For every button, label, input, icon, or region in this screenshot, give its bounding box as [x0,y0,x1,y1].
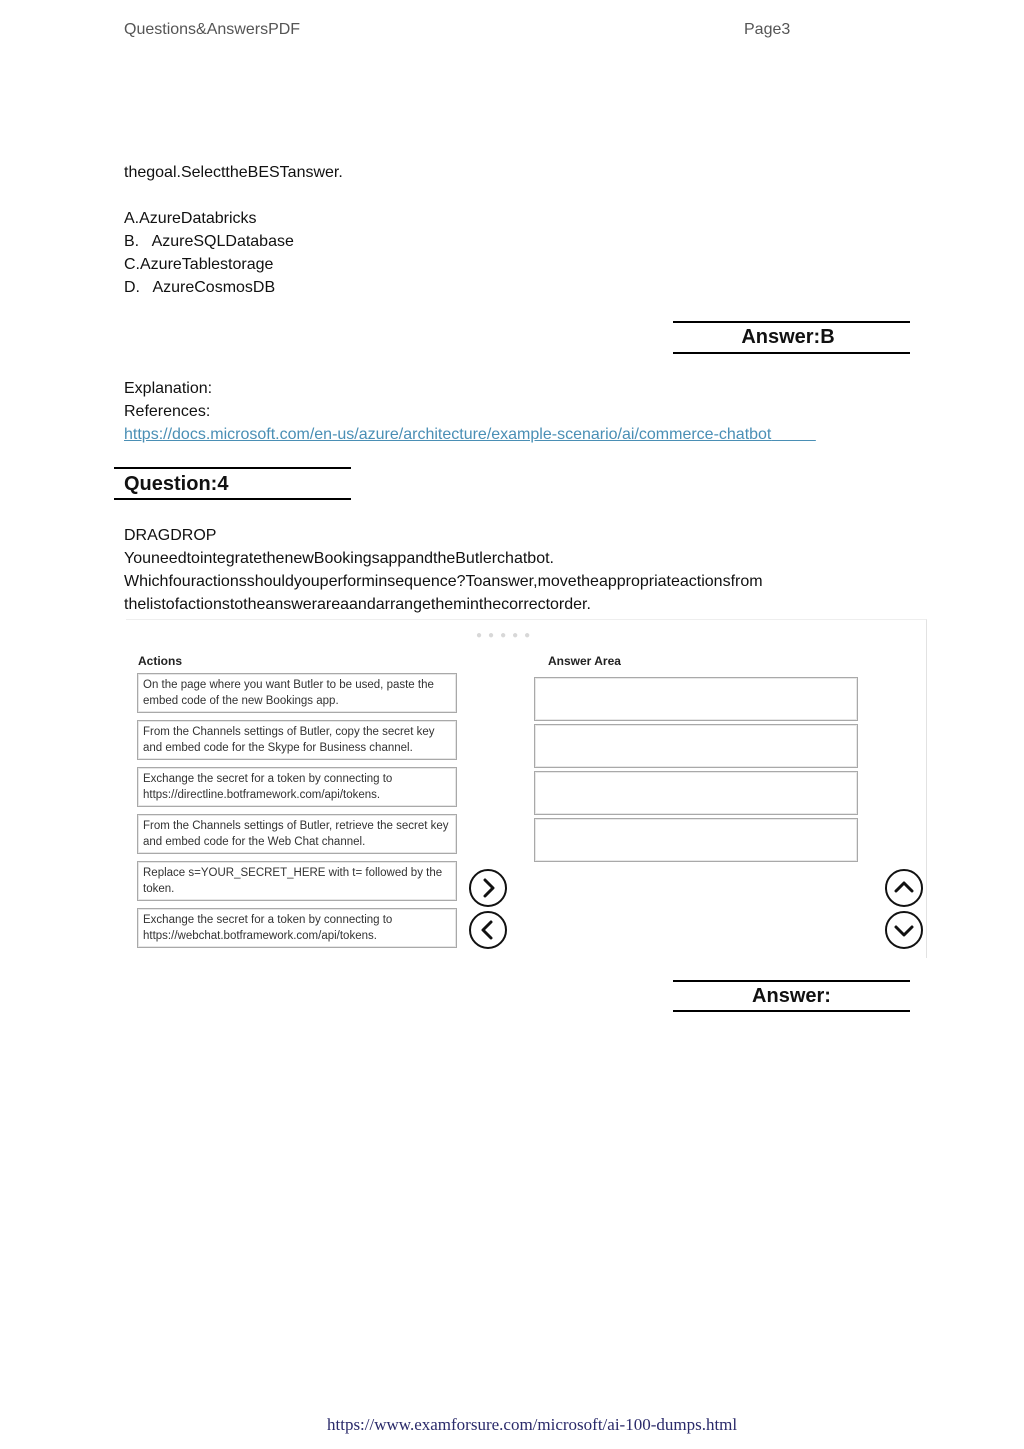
question-title: Question:4 [124,473,229,495]
question-rule-top [114,467,351,469]
option-c: C.AzureTablestorage [124,256,274,273]
answer-rule-top-2 [673,980,910,982]
question-line-1: YouneedtointegratethenewBookingsappandtheButlerchatbot. [124,550,554,567]
answer-label: Answer:B [741,326,835,348]
explanation-label: Explanation: [124,380,213,397]
question-rule-bottom [114,498,351,500]
question-type: DRAGDROP [124,527,217,544]
action-item[interactable]: From the Channels settings of Butler, retrieve the secret key and embed code for the Web Chat channel. [137,814,457,854]
reference-link-text[interactable]: https://docs.microsoft.com/en-us/azure/architecture/example-scenario/ai/commerce-chatbot [124,426,772,443]
option-b: B. AzureSQLDatabase [124,233,294,250]
figure-dots: ●●●●● [476,630,537,641]
answer-rule-bottom-2 [673,1010,910,1012]
answer-slot[interactable] [534,724,858,768]
move-up-button[interactable] [885,869,923,907]
answer-area-label: Answer Area [548,654,621,668]
question-text-tail: thegoal.SelecttheBESTanswer. [124,164,343,181]
page-number: Page3 [744,21,791,38]
action-item[interactable]: On the page where you want Butler to be used, paste the embed code of the new Bookings app. [137,673,457,713]
action-item[interactable]: Exchange the secret for a token by connecting to https://directline.botframework.com/api/tokens. [137,767,457,807]
actions-label: Actions [138,654,183,668]
action-item[interactable]: Replace s=YOUR_SECRET_HERE with t= followed by the token. [137,861,457,901]
reference-link[interactable] [124,423,816,446]
question-line-3: thelistofactionstotheanswerareaandarrangetheminthecorrectorder. [124,596,591,613]
footer-url[interactable]: https://www.examforsure.com/microsoft/ai-100-dumps.html [327,1415,738,1434]
action-item[interactable]: Exchange the secret for a token by connecting to https://webchat.botframework.com/api/tokens. [137,908,457,948]
option-a: A.AzureDatabricks [124,210,257,227]
dragdrop-figure [126,619,927,958]
move-right-button[interactable] [469,869,507,907]
answer-slot[interactable] [534,677,858,721]
answer-rule-top [673,321,910,323]
chevron-right-icon [471,871,505,905]
answer-slot[interactable] [534,771,858,815]
move-left-button[interactable] [469,911,507,949]
question-line-2: Whichfouractionsshouldyouperforminsequence?Toanswer,movetheappropriateactionsfrom [124,573,763,590]
answer-slot[interactable] [534,818,858,862]
chevron-down-icon [887,913,921,947]
chevron-left-icon [471,913,505,947]
chevron-up-icon [887,871,921,905]
action-item[interactable]: From the Channels settings of Butler, copy the secret key and embed code for the Skype for Business channel. [137,720,457,760]
references-label: References: [124,403,211,420]
option-d: D. AzureCosmosDB [124,279,276,296]
answer-rule-bottom [673,352,910,354]
header-title: Questions&AnswersPDF [124,21,301,38]
move-down-button[interactable] [885,911,923,949]
answer-label-2: Answer: [752,985,831,1007]
